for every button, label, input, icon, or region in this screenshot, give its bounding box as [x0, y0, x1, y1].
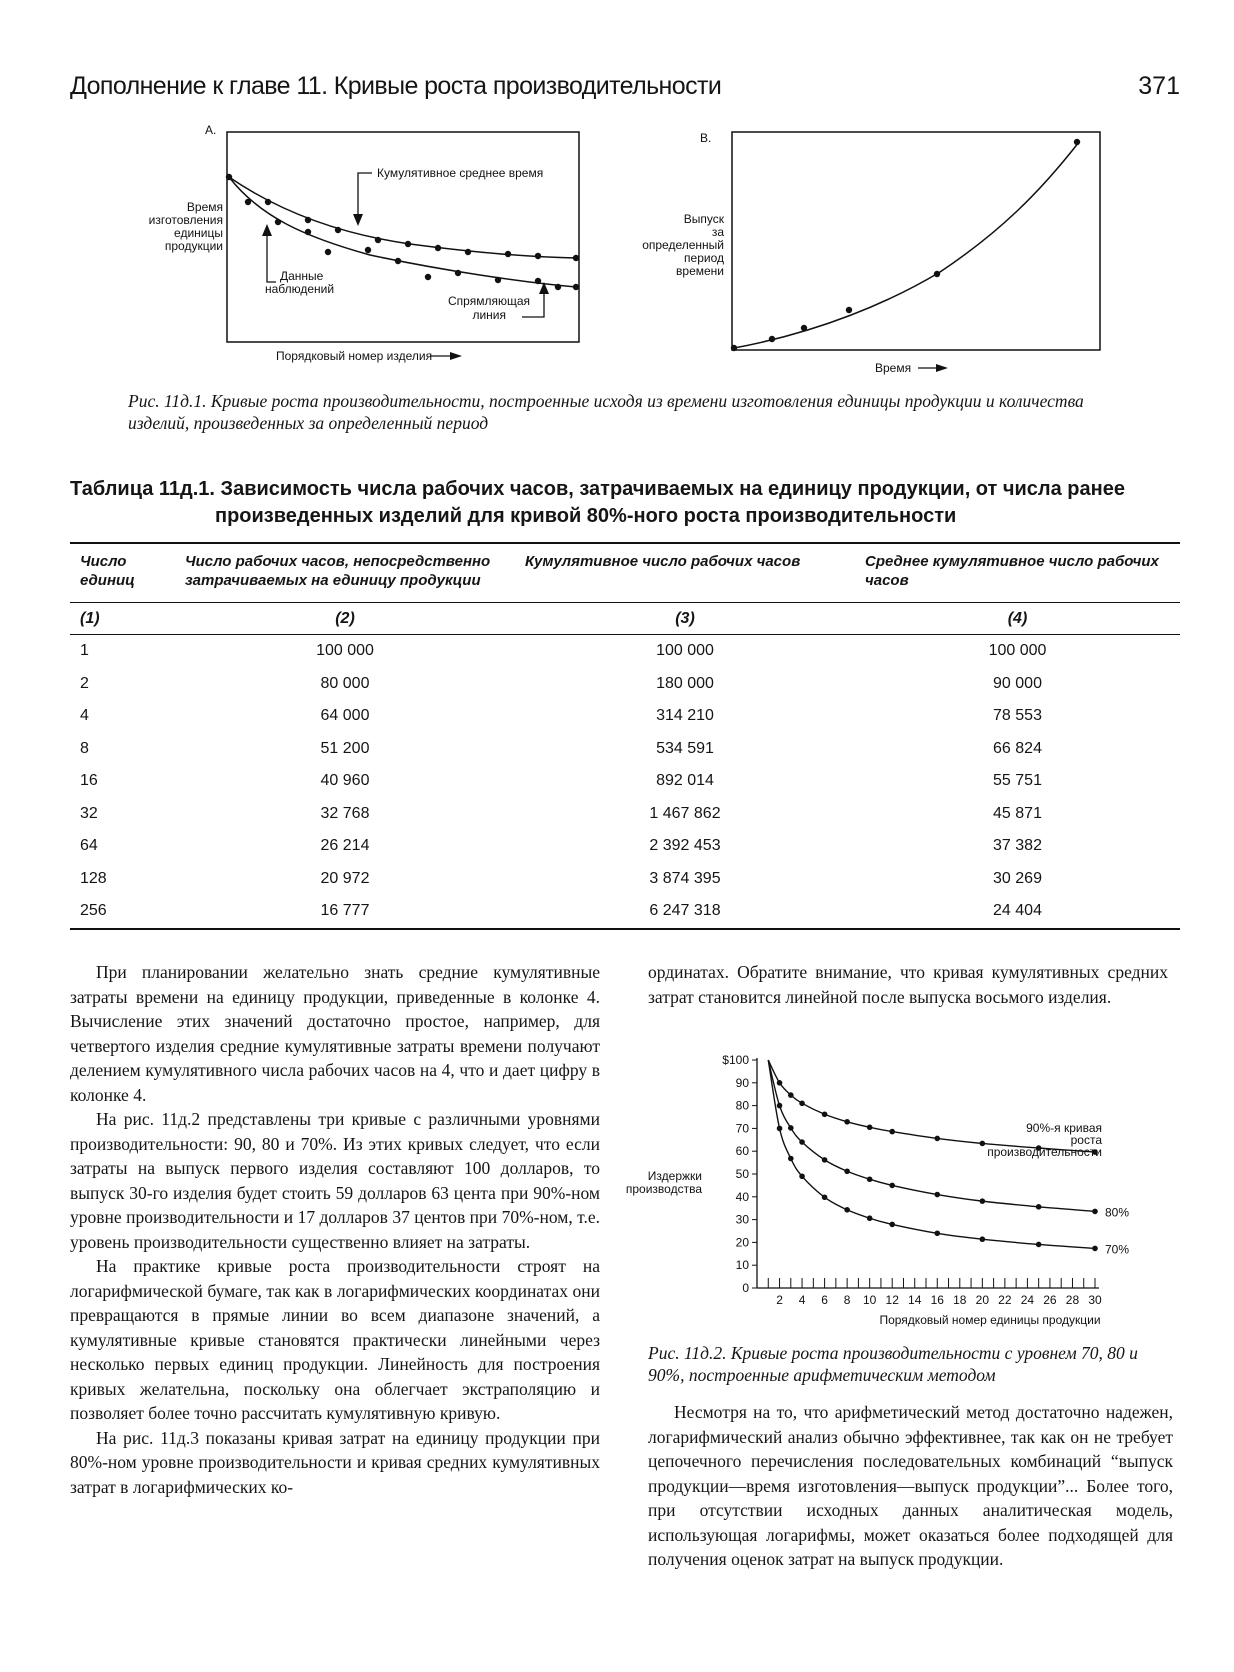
table-colnum-row	[70, 603, 1180, 635]
figure-1-panel-a	[120, 122, 590, 372]
panel-b-frame	[732, 132, 1100, 350]
cell-average: 30 269	[993, 869, 1042, 887]
panel-a-xlabel: Порядковый номер изделия	[276, 349, 433, 363]
cell-units: 8	[80, 739, 89, 757]
series-point-0	[799, 1101, 805, 1107]
panel-a-cumulative-points	[226, 174, 579, 261]
panel-a-ylabel-3: единицы	[174, 226, 223, 240]
cell-average: 90 000	[993, 674, 1042, 692]
series-point-1	[980, 1198, 986, 1204]
x-tick-label: 14	[908, 1293, 922, 1307]
cell-units: 2	[80, 674, 89, 692]
series-point-0	[788, 1092, 794, 1098]
series-point-2	[799, 1173, 805, 1179]
y-tick-label: 50	[735, 1167, 749, 1181]
panel-a-cumulative-annotation: Кумулятивное среднее время	[377, 166, 544, 180]
cell-cumulative: 3 874 395	[649, 869, 721, 887]
x-tick-label: 24	[1020, 1293, 1035, 1307]
chart-xlabel: Порядковый номер единицы продукции	[879, 1313, 1101, 1327]
cell-direct: 51 200	[320, 739, 370, 757]
series-point-1	[934, 1192, 940, 1198]
table-row	[70, 700, 1180, 733]
cell-units: 1	[80, 642, 89, 660]
y-tick-label: 90	[735, 1075, 749, 1090]
x-tick-label: 30	[1088, 1293, 1102, 1307]
x-tick-label: 28	[1065, 1293, 1080, 1307]
series-point-1	[822, 1157, 828, 1163]
cell-average: 55 751	[993, 772, 1042, 790]
data-table	[70, 542, 1180, 930]
cell-cumulative: 2 392 453	[649, 837, 721, 855]
table-title-line-2: произведенных изделий для кривой 80%-ного роста производительности	[215, 505, 957, 527]
series-point-0	[844, 1119, 850, 1125]
paragraph: ординатах. Обратите внимание, что кривая кумулятивных средних затрат становится линейной после выпуска восьмого изделия.	[648, 962, 1168, 1007]
panel-b-ylabel-1: Выпуск	[683, 212, 724, 226]
x-tick-label: 2	[776, 1293, 783, 1307]
x-tick-label: 22	[998, 1293, 1012, 1307]
cell-cumulative: 314 210	[656, 707, 714, 725]
panel-a-frame	[227, 132, 579, 342]
series-point-2	[788, 1156, 794, 1162]
cell-direct: 32 768	[320, 804, 370, 822]
cell-average: 78 553	[993, 707, 1042, 725]
y-tick-label: 10	[735, 1258, 749, 1273]
paragraph: На рис. 11д.2 представлены три кривые с различными уровнями производительности: 90, 80 и 70%. Из этих кривых следует, что если затраты на выпуск первого изделия составляют 100 долларов, то выпуск 30-го изделия будет стоить 59 долларов 63 цента при 90%-ном уровне производительности и 17 долларов 37 центов при 70%-ном, т.е. уровень производительности существенно влияет на затраты.	[70, 1109, 600, 1252]
panel-a-observed-annotation-2: наблюдений	[265, 282, 335, 296]
y-tick-label: 20	[735, 1235, 749, 1250]
cell-average: 24 404	[855, 895, 1180, 929]
cell-cumulative: 180 000	[656, 674, 714, 692]
series-point-2	[934, 1230, 940, 1236]
figure-1-panel-b	[620, 122, 1120, 375]
series-point-2	[980, 1236, 986, 1242]
series-point-0	[980, 1141, 986, 1147]
series-point-2	[777, 1126, 783, 1132]
x-tick-label: 26	[1043, 1293, 1057, 1307]
x-tick-label: 8	[843, 1293, 851, 1307]
series-label-90-line-3: производительности	[987, 1145, 1102, 1160]
cell-cumulative: 100 000	[656, 642, 714, 660]
paragraph: На практике кривые роста производительности строят на логарифмической бумаге, так как в логарифмических координатах они превращаются в прямые линии во всем диапазоне значений, а кумулятивные кривые становятся практически линейными через несколько первых единиц продукции. Линейность для построения кривых желательна, поскольку она облегчает экстраполяцию и позволяет более точно рассчитать кумулятивную кривую.	[70, 1256, 600, 1423]
table-row	[70, 798, 1180, 831]
table-row	[70, 765, 1180, 798]
table-row	[70, 668, 1180, 701]
cell-direct: 80 000	[320, 674, 370, 692]
cell-cumulative: 6 247 318	[515, 895, 855, 929]
series-point-0	[822, 1111, 828, 1117]
x-tick-label: 20	[975, 1293, 990, 1307]
header-direct-hours: Число рабочих часов, непосредственно затрачиваемых на единицу продукции	[175, 543, 515, 603]
series-point-2	[867, 1215, 873, 1221]
cell-average: 45 871	[993, 804, 1042, 822]
table-row	[70, 863, 1180, 896]
y-tick-label: 30	[735, 1212, 749, 1227]
cell-direct: 100 000	[316, 642, 374, 660]
table-row	[70, 830, 1180, 863]
panel-a-ylabel-4: продукции	[164, 239, 223, 253]
header-cumulative-hours: Кумулятивное число рабочих часов	[515, 543, 855, 603]
cell-average: 66 824	[993, 739, 1042, 757]
x-tick-label: 4	[798, 1293, 806, 1307]
text-column-left	[70, 960, 600, 1499]
x-tick-label: 10	[862, 1293, 877, 1307]
table-row	[70, 895, 1180, 929]
cell-direct: 16 777	[175, 895, 515, 929]
table-header-row	[70, 543, 1180, 603]
panel-a-observed-pointer	[267, 232, 276, 282]
series-point-1	[889, 1183, 895, 1189]
table-row	[70, 635, 1180, 668]
series-point-0	[867, 1124, 873, 1130]
panel-a-cumulative-arrowhead	[353, 214, 363, 226]
cell-units: 128	[80, 869, 107, 887]
series-point-2	[889, 1222, 895, 1228]
colnum-3: (3)	[515, 603, 855, 635]
series-point-0	[777, 1080, 783, 1086]
series-point-2	[1092, 1246, 1098, 1252]
x-tick-label: 18	[953, 1293, 967, 1307]
cell-units: 256	[70, 895, 175, 929]
panel-a-observed-annotation-1: Данные	[280, 269, 324, 283]
colnum-2: (2)	[175, 603, 515, 635]
series-point-0	[934, 1136, 940, 1142]
paragraph: На рис. 11д.3 показаны кривая затрат на единицу продукции при 80%-ном уровне производительности и кривая средних кумулятивных затрат в логарифмических ко-	[70, 1427, 600, 1497]
figure-2-caption: Рис. 11д.2. Кривые роста производительности с уровнем 70, 80 и 90%, построенные арифметическим методом	[648, 1343, 1138, 1385]
cell-units: 4	[80, 707, 89, 725]
cell-direct: 26 214	[320, 837, 370, 855]
panel-b-ylabel-2: за	[711, 225, 724, 239]
panel-b-xlabel: Время	[875, 361, 912, 375]
y-tick-label: 0	[742, 1281, 749, 1295]
cell-units: 16	[80, 772, 98, 790]
header-units: Число единиц	[70, 543, 175, 603]
y-tick-label: 60	[735, 1144, 749, 1159]
chart-ylabel-line-2: производства	[625, 1182, 702, 1196]
x-tick-label: 12	[885, 1293, 899, 1307]
panel-b-label: В.	[700, 131, 712, 145]
series-point-1	[867, 1176, 873, 1182]
cell-average: 100 000	[988, 642, 1047, 660]
panel-b-ylabel-4: период	[684, 251, 724, 265]
panel-a-ylabel-2: изготовления	[148, 213, 223, 227]
series-point-2	[844, 1207, 850, 1213]
cell-units: 64	[80, 837, 98, 855]
panel-a-label: А.	[205, 123, 217, 137]
colnum-4: (4)	[855, 603, 1180, 635]
x-tick-label: 16	[930, 1293, 944, 1307]
series-label-90-line-1: 90%-я кривая	[1026, 1121, 1102, 1136]
series-label-1: 80%	[1105, 1205, 1130, 1220]
series-label-2: 70%	[1105, 1242, 1130, 1257]
page-number: 371	[1138, 72, 1180, 100]
panel-b-x-arrowhead	[936, 364, 948, 372]
panel-a-ylabel-1: Время	[186, 200, 223, 214]
running-title: Дополнение к главе 11. Кривые роста производительности	[70, 72, 722, 100]
series-point-1	[777, 1103, 783, 1109]
paragraph: При планировании желательно знать средние кумулятивные затраты времени на единицу продукции, приведенные в колонке 4. Вычисление этих значений достаточно простое, например, для четвертого изделия средние кумулятивные затраты времени получают делением кумулятивного числа рабочих часов на 4, что и дает цифру в колонке 4.	[70, 962, 600, 1105]
figure-1-caption: Рис. 11д.1. Кривые роста производительности, построенные исходя из времени изготовления единицы продукции и количества изделий, произведенных за определенный период	[128, 391, 1084, 433]
panel-a-fitted-annotation-1: Спрямляющая	[448, 294, 530, 308]
figure-2-chart	[625, 1048, 1180, 1328]
chart-ylabel-line-1: Издержки	[647, 1169, 702, 1183]
panel-a-x-arrowhead	[450, 352, 462, 360]
series-point-1	[788, 1125, 794, 1131]
panel-b-ylabel-5: времени	[676, 264, 724, 278]
cell-average: 37 382	[993, 837, 1042, 855]
text-column-right-bottom	[648, 1400, 1173, 1572]
panel-a-cumulative-curve	[229, 177, 576, 258]
series-point-1	[1092, 1209, 1098, 1215]
panel-b-curve	[734, 142, 1079, 348]
series-point-1	[1036, 1204, 1042, 1210]
x-tick-label: 6	[821, 1293, 828, 1307]
table-title-line-1: Таблица 11д.1. Зависимость числа рабочих часов, затрачиваемых на единицу продукции, от числа ранее	[70, 478, 1125, 500]
series-point-2	[822, 1194, 828, 1200]
series-point-0	[889, 1129, 895, 1135]
y-tick-label: 80	[735, 1098, 749, 1113]
cell-cumulative: 892 014	[656, 772, 714, 790]
series-line-1	[768, 1060, 1095, 1211]
series-line-0	[768, 1060, 1095, 1152]
panel-a-fitted-annotation-2: линия	[472, 308, 506, 322]
paragraph: Несмотря на то, что арифметический метод достаточно надежен, логарифмический анализ обычно эффективнее, так как он не требует цепочечного перечисления последовательных комбинаций “выпуск продукции—время изготовления—выпуск продукции”... Более того, при отсутствии исходных данных аналитическая модель, использующая логарифмы, может оказаться более подходящей для получения оценок затрат на выпуск продукции.	[648, 1402, 1173, 1569]
series-label-90-line-2: роста	[1070, 1133, 1102, 1148]
panel-a-observed-arrowhead	[262, 224, 272, 236]
panel-b-points	[731, 139, 1080, 351]
series-point-1	[844, 1168, 850, 1174]
cell-direct: 40 960	[320, 772, 370, 790]
cell-direct: 64 000	[320, 707, 370, 725]
panel-a-cumulative-pointer	[358, 173, 372, 218]
panel-b-ylabel-3: определенный	[642, 238, 724, 252]
text-column-right-top	[648, 960, 1168, 1009]
colnum-1: (1)	[70, 603, 175, 635]
cell-cumulative: 1 467 862	[649, 804, 721, 822]
y-tick-label: 40	[735, 1189, 749, 1204]
series-point-2	[1036, 1242, 1042, 1248]
table-row	[70, 733, 1180, 766]
series-point-1	[799, 1139, 805, 1145]
header-average-hours: Среднее кумулятивное число рабочих часов	[855, 543, 1180, 603]
y-tick-label: $100	[722, 1053, 749, 1067]
cell-units: 32	[80, 804, 98, 822]
cell-cumulative: 534 591	[656, 739, 714, 757]
y-tick-label: 70	[735, 1121, 749, 1136]
cell-direct: 20 972	[320, 869, 370, 887]
table-title	[70, 476, 1180, 530]
page-header	[70, 72, 1180, 112]
